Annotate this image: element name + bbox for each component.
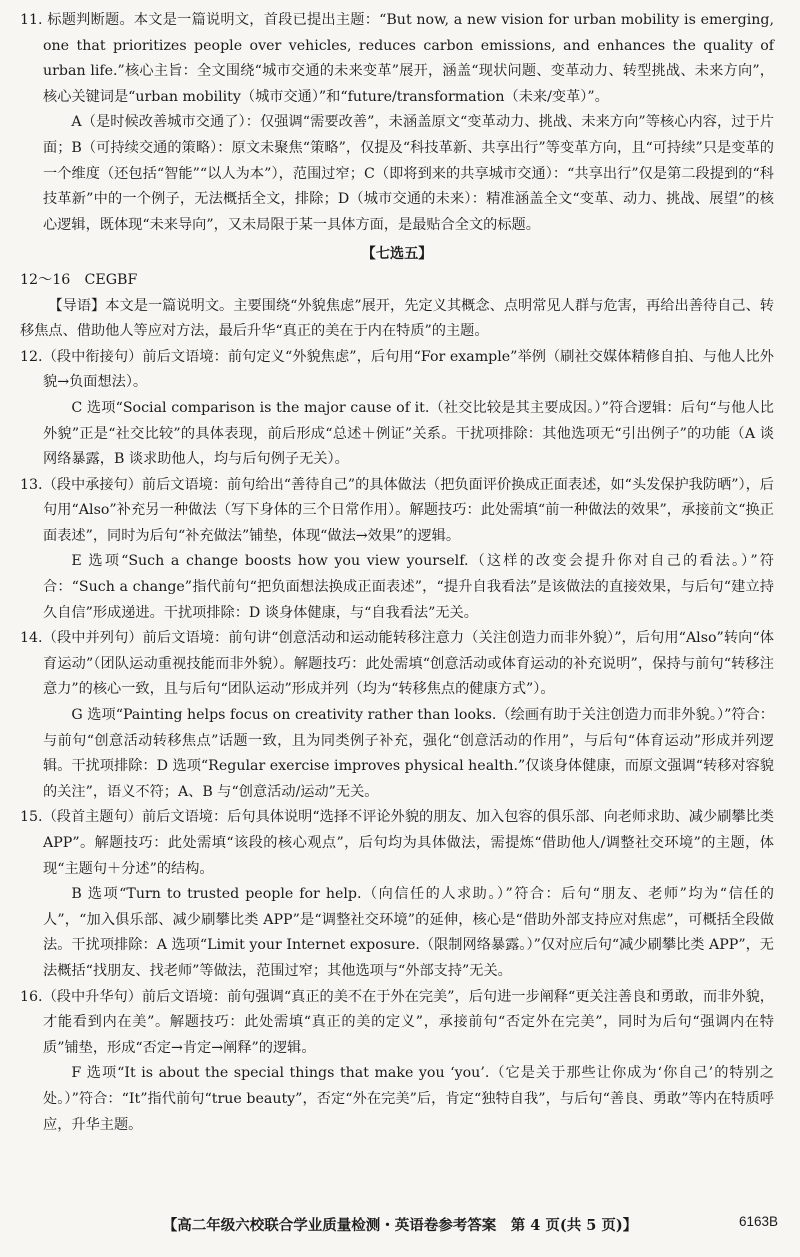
page-footer: 【高二年级六校联合学业质量检测・英语卷参考答案 第 4 页(共 5 页)】 xyxy=(162,1217,638,1234)
answers-line: 12～16 CEGBF xyxy=(20,271,138,288)
q13-analysis: E 选项“Such a change boosts how you view yourself.（这样的改变会提升你对自己的看法。）”符合：“Such a change”指代前句“把负面想法换成正面表述”，“提升自我看法”是该做法的直接效果，与后句“建立持久自信”形成递进。干扰项排除：D 谈身体健康，与“自我看法”无关。 xyxy=(43,553,774,621)
q14-analysis: G 选项“Painting helps focus on creativity rather than looks.（绘画有助于关注创造力而非外貌。）”符合：与前句“创意活动转移焦点”话题一致，且为同类例子补充，强化“创意活动的作用”，与后句“体育运动”形成并列逻辑。干扰项排除：D 选项“Regular exercise improves physical health.”仅谈身体健康，而原文强调“转移对容貌的关注”，语义不符；A、B 与“创意活动/运动”无关。 xyxy=(43,707,774,800)
q12-text: 12.（段中衔接句）前后文语境：前句定义“外貌焦虑”，后句用“For example”举例（刷社交媒体精修自拍、与他人比外貌→负面想法）。 xyxy=(20,348,774,391)
document-code: 6163B xyxy=(738,1214,778,1229)
q12-analysis: C 选项“Social comparison is the major cause of it.（社交比较是其主要成因。）”符合逻辑：后句“与他人比外貌”正是“社交比较”的具体表现，前后形成“总述＋例证”关系。干扰项排除：其他选项无“引出例子”的功能（A 谈网络暴露，B 谈求助他人，均与后句例子无关）。 xyxy=(43,399,774,468)
q16-analysis: F 选项“It is about the special things that make you ‘you’.（它是关于那些让你成为‘你自己’的特别之处。）”符合：“It”指代前句“true beauty”，否定“外在完美”后，肯定“独特自我”，与后句“善良、勇敢”等内在特质呼应，升华主题。 xyxy=(43,1065,774,1133)
section-title: 【七选五】 xyxy=(361,246,433,263)
q16-text: 16.（段中升华句）前后文语境：前句强调“真正的美不在于外在完美”，后句进一步阐释“更关注善良和勇敢，而非外貌，才能看到内在美”。解题技巧：此处需填“真正的美的定义”，承接前句“否定外在完美”，同时为后句“强调内在特质”铺垫，形成“否定→肯定→阐释”的逻辑。 xyxy=(20,988,774,1056)
q13-text: 13.（段中承接句）前后文语境：前句给出“善待自己”的具体做法（把负面评价换成正面表述，如“头发保护我防晒”），后句用“Also”补充另一种做法（写下身体的三个日常作用）。解题技巧：此处需填“前一种做法的效果”，承接前文“换正面表述”，同时为后句“补充做法”铺垫，体现“做法→效果”的逻辑。 xyxy=(20,476,774,544)
intro-paragraph: 【导语】本文是一篇说明文。主要围绕“外貌焦虑”展开，先定义其概念、点明常见人群与危害，再给出善待自己、转移焦点、借助他人等应对方法，最后升华“真正的美在于内在特质”的主题。 xyxy=(20,297,774,340)
q15-text: 15.（段首主题句）前后文语境：后句具体说明“选择不评论外貌的朋友、加入包容的俱乐部、向老师求助、减少刷攀比类 APP”。解题技巧：此处需填“该段的核心观点”，后句均为具体做法，需提炼“借助他人/调整社交环境”的主题，体现“主题句＋分述”的结构。 xyxy=(20,809,774,877)
q14-text: 14.（段中并列句）前后文语境：前句讲“创意活动和运动能转移注意力（关注创造力而非外貌）”，后句用“Also”转向“体育运动”（团队运动重视技能而非外貌）。解题技巧：此处需填“创意活动或体育运动的补充说明”，保持与前句“转移注意力”的核心一致，且与后句“团队运动”形成并列（均为“转移焦点的健康方式”）。 xyxy=(20,630,774,698)
q15-analysis: B 选项“Turn to trusted people for help.（向信任的人求助。）”符合：后句“朋友、老师”均为“信任的人”，“加入俱乐部、减少刷攀比类 APP”是“调整社交环境”的延伸，核心是“借助外部支持应对焦虑”，可概括全段做法。干扰项排除：A 选项“Limit your Internet exposure.（限制网络暴露。）”仅对应后句“减少刷攀比类 APP”，无法概括“找朋友、找老师”等做法，范围过窄；其他选项与“外部支持”无关。 xyxy=(43,886,774,979)
q11-analysis: A（是时候改善城市交通了）：仅强调“需要改善”，未涵盖原文“变革动力、挑战、未来方向”等核心内容，过于片面；B（可持续交通的策略）：原文未聚焦“策略”，仅提及“科技革新、共享出行”等变革方向，且“可持续”只是变革的一个维度（还包括“智能”“以人为本”），范围过窄；C（即将到来的共享城市交通）：“共享出行”仅是第二段提到的“科技革新”中的一个例子，无法概括全文，排除；D（城市交通的未来）：精准涵盖全文“变革、动力、挑战、展望”的核心逻辑，既体现“未来导向”，又未局限于某一具体方面，是最贴合全文的标题。 xyxy=(43,114,774,233)
q11-text: 11. 标题判断题。本文是一篇说明文，首段已提出主题：“But now, a new vision for urban mobility is emerging, one that prioritizes people over vehicles, reduces carbon emissions, and enhances the quality of urban life.”核心主旨：全文围绕“城市交通的未来变革”展开，涵盖“现状问题、变革动力、转型挑战、未来方向”，核心关键词是“urban mobility（城市交通）”和“future/transformation（未来/变革）”。 xyxy=(20,12,774,105)
